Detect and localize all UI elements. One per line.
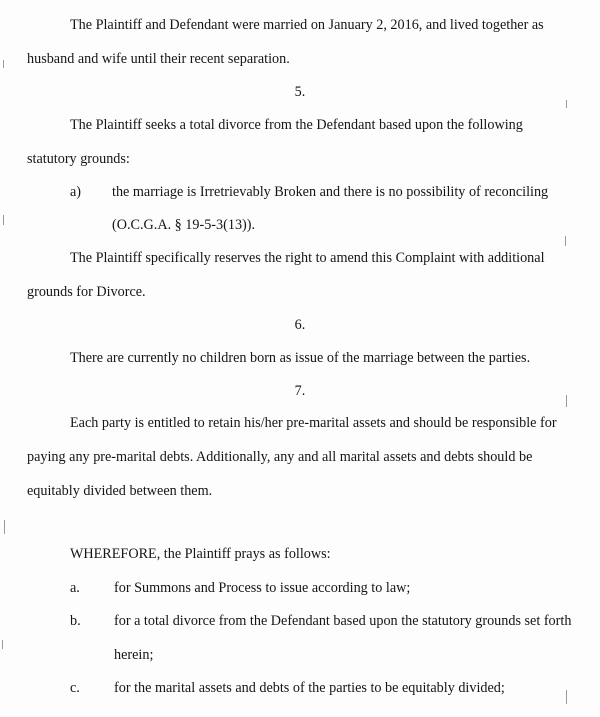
prayer-b-line-2: herein; — [114, 647, 154, 663]
paragraph-4-line-2: husband and wife until their recent separation. — [27, 51, 290, 67]
ground-a-line-1: the marriage is Irretrievably Broken and there is no possibility of reconciling — [112, 184, 549, 200]
paragraph-7-line-1: Each party is entitled to retain his/her pre-marital assets and should be responsible for — [70, 415, 557, 431]
paragraph-5-line-2: statutory grounds: — [27, 151, 130, 167]
ground-a-marker: a) — [70, 184, 82, 200]
paragraph-4-line-1: The Plaintiff and Defendant were married on January 2, 2016, and lived together as — [70, 17, 544, 33]
prayer-c-line-1: for the marital assets and debts of the parties to be equitably divided; — [114, 680, 505, 696]
reserve-line-2: grounds for Divorce. — [27, 284, 146, 300]
scan-artifact — [3, 215, 4, 225]
paragraph-6-line-1: There are currently no children born as issue of the marriage between the parties. — [70, 350, 531, 366]
prayer-c-marker: c. — [70, 680, 80, 696]
paragraph-number-5: 5. — [294, 84, 306, 100]
prayer-a-line-1: for Summons and Process to issue according to law; — [114, 580, 411, 596]
paragraph-7-line-2: paying any pre-marital debts. Additionally, any and all marital assets and debts should be — [27, 449, 533, 465]
prayer-a-marker: a. — [70, 580, 80, 596]
paragraph-number-6: 6. — [294, 317, 306, 333]
scan-artifact — [566, 690, 567, 704]
scan-artifact — [3, 60, 4, 68]
prayer-b-line-1: for a total divorce from the Defendant based upon the statutory grounds set forth — [114, 613, 572, 629]
paragraph-5-line-1: The Plaintiff seeks a total divorce from the Defendant based upon the following — [70, 117, 523, 133]
reserve-line-1: The Plaintiff specifically reserves the right to amend this Complaint with additional — [70, 250, 545, 266]
paragraph-number-7: 7. — [294, 383, 306, 399]
scan-artifact — [2, 640, 3, 649]
wherefore-clause: WHEREFORE, the Plaintiff prays as follows: — [70, 546, 331, 562]
scan-artifact — [566, 100, 567, 108]
prayer-b-marker: b. — [70, 613, 81, 629]
paragraph-7-line-3: equitably divided between them. — [27, 483, 213, 499]
scan-artifact — [566, 395, 567, 407]
ground-a-line-2: (O.C.G.A. § 19-5-3(13)). — [112, 217, 256, 233]
scan-artifact — [4, 520, 5, 534]
scan-artifact — [565, 236, 566, 246]
